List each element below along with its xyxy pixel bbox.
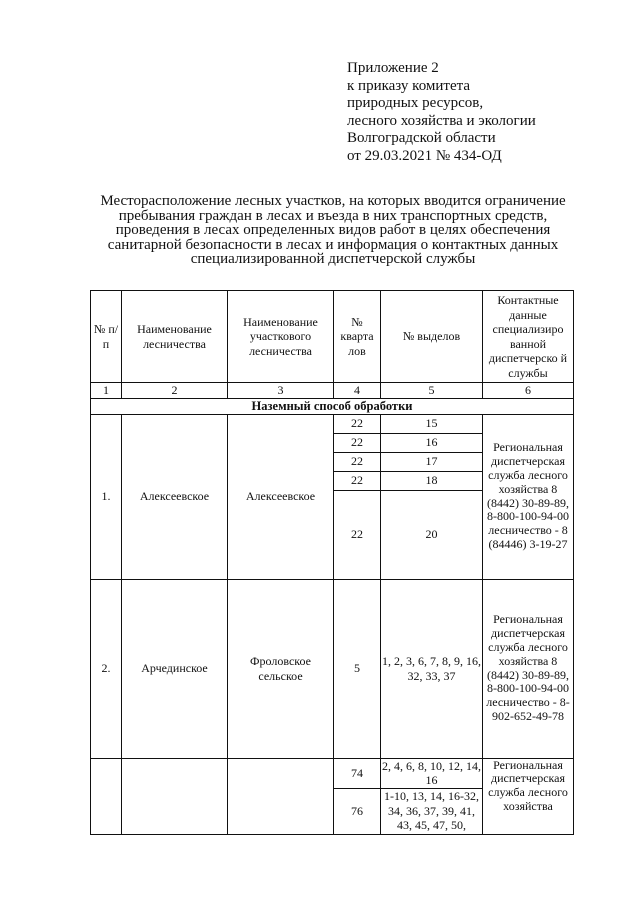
appendix-line: Волгоградской области: [347, 130, 496, 146]
document-heading: [70, 194, 596, 267]
heading-line: специализированной диспетчерской службы: [190, 251, 476, 267]
appendix-line: от 29.03.2021 № 434-ОД: [347, 147, 502, 164]
header-row: [91, 291, 574, 383]
row-plots: 15: [381, 414, 483, 433]
col-number: 3: [228, 383, 334, 399]
col-number: 5: [381, 383, 483, 399]
row-quarter: 22: [334, 471, 381, 490]
col-number: 6: [483, 383, 574, 399]
forest-areas-table: [90, 290, 574, 835]
row-quarter: 5: [334, 579, 381, 758]
row-num: 1.: [91, 414, 122, 579]
row-quarter: 22: [334, 452, 381, 471]
row-district: Фроловское сельское: [228, 579, 334, 758]
row-quarter: 22: [334, 414, 381, 433]
col-number: 2: [122, 383, 228, 399]
row-plots: 2, 4, 6, 8, 10, 12, 14, 16: [382, 758, 481, 787]
header-num: № п/п: [91, 291, 122, 383]
row-quarter: 74: [334, 758, 381, 788]
row-contacts: Региональная диспетчерская служба лесного хозяйства: [483, 758, 574, 834]
row-plots: 1, 2, 3, 6, 7, 8, 9, 16, 32, 33, 37: [381, 579, 483, 758]
row-plots: 17: [381, 452, 483, 471]
row-quarter: 22: [334, 433, 381, 452]
row-quarter: 22: [334, 490, 381, 579]
appendix-line: Приложение 2: [347, 60, 439, 76]
col-number: 4: [334, 383, 381, 399]
appendix-line: природных ресурсов,: [347, 95, 484, 111]
group-row: [91, 398, 574, 414]
heading-line: проведения в лесах определенных видов работ в целях обеспечения: [115, 222, 551, 238]
appendix-line: лесного хозяйства и экологии: [347, 112, 536, 129]
column-number-row: [91, 383, 574, 399]
row-plots: 16: [381, 433, 483, 452]
header-district: Наименование участкового лесничества: [228, 291, 334, 383]
row-forestry: Арчединское: [122, 579, 228, 758]
row-forestry: Алексеевское: [122, 414, 228, 579]
appendix-block: [347, 60, 536, 165]
row-plots: 1-10, 13, 14, 16-32, 34, 36, 37, 39, 41, 43, 45, 47, 50,: [381, 788, 483, 834]
row-contacts: Региональная диспетчерская служба лесного хозяйства 8 (8442) 30-89-89, 8-800-100-94-00 лесничество - 8 (84446) 3-19-27: [483, 414, 574, 579]
col-number: 1: [91, 383, 122, 399]
row-plots: 20: [381, 490, 483, 579]
table-row: [91, 414, 574, 433]
row-plots: 18: [381, 471, 483, 490]
header-forestry: Наименование лесничества: [122, 291, 228, 383]
table-row: [91, 758, 574, 788]
row-district: Алексеевское: [228, 414, 334, 579]
table-row: [91, 579, 574, 758]
row-num: [91, 758, 122, 834]
group-title: Наземный способ обработки: [91, 398, 574, 414]
row-district: [228, 758, 334, 834]
header-plots: № выделов: [381, 291, 483, 383]
row-quarter: 76: [334, 788, 381, 834]
heading-line: Месторасположение лесных участков, на которых вводится ограничение: [100, 193, 566, 209]
header-quarter: № кварта лов: [334, 291, 381, 383]
row-contacts: Региональная диспетчерская служба лесного хозяйства 8 (8442) 30-89-89, 8-800-100-94-00 лесничество - 8-902-652-49-78: [483, 579, 574, 758]
header-contacts: Контактные данные специализиро ванной диспетчерско й службы: [483, 291, 574, 383]
heading-line: санитарной безопасности в лесах и информация о контактных данных: [107, 236, 559, 253]
row-num: 2.: [91, 579, 122, 758]
appendix-line: к приказу комитета: [347, 77, 471, 94]
row-forestry: [122, 758, 228, 834]
heading-line: пребывания граждан в лесах и въезда в них транспортных средств,: [118, 207, 548, 224]
